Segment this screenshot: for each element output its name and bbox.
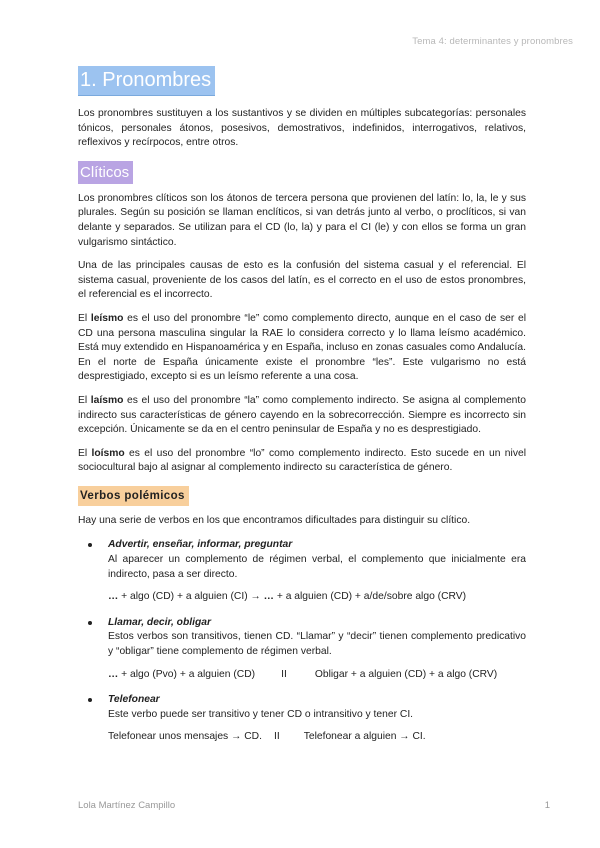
header-topic: Tema 4: determinantes y pronombres [412, 36, 573, 47]
laismo-term: laísmo [90, 394, 124, 406]
intro-paragraph: Los pronombres sustituyen a los sustantivos y se dividen en múltiples subcategorías: personales tónicos, personales átonos, posesivos, demostrativos, indefinidos, interrogativos, relativos, reflexivos y recírpocos, entre otros. [78, 108, 526, 149]
verb-description: Estos verbos son transitivos, tienen CD. “Llamar” y “decir” tienen complemento predicativo y “obligar” tiene complemento de régimen verbal. [108, 631, 526, 658]
verb-formula: … + algo (CD) + a alguien (CI) → … + a alguien (CD) + a/de/sobre algo (CRV) [108, 591, 467, 603]
cliticos-paragraph-2: Una de las principales causas de esto es la confusión del sistema casual y el referencial. El sistema casual, proveniente de los casos del latín, es el correcto en el uso de estos pronombres, el referencial es el incorrecto. [78, 260, 526, 301]
loismo-term: loísmo [91, 447, 125, 459]
verb-formula: … + algo (Pvo) + a alguien (CD) II Obligar + a alguien (CD) + a algo (CRV) [108, 668, 498, 680]
verb-title: Llamar, decir, obligar [108, 616, 212, 628]
subsection-title-cliticos: Clíticos [78, 161, 133, 184]
laismo-paragraph: El laísmo es el uso del pronombre “la” como complemento indirecto. Se asigna al complemento indirecto sus características de género cayendo en la sobrecorrección. Siempre es incorrecto sin excepción. Únicamente se da en el centro peninsular de España y no es desprestigiado. [78, 394, 526, 436]
bullet-icon [88, 621, 92, 625]
cliticos-paragraph-1: Los pronombres clíticos son los átonos de tercera persona que provienen del latín: lo, la, le y sus plurales. Según su posición se llaman enclíticos, si van detrás junto al verbo, o proclíticos, si van delante y separados. Se utilizan para el CD (lo, la) y para el CI (le) y con ellos se forma un gran vulgarismo sintáctico. [78, 192, 526, 248]
document-body [78, 66, 526, 745]
subsection-title-verbos: Verbos polémicos [78, 486, 189, 506]
section-title: 1. Pronombres [78, 66, 215, 96]
verb-description: Al aparecer un complemento de régimen verbal, el complemento que inicialmente era indirecto, pasa a ser directo. [108, 554, 526, 580]
verb-description: Este verbo puede ser transitivo y tener CD o intransitivo y tener CI. [108, 708, 414, 720]
verbos-intro: Hay una serie de verbos en los que encontramos dificultades para distinguir su clítico. [78, 514, 471, 526]
list-item [108, 693, 526, 745]
verb-title: Telefonear [108, 694, 160, 706]
leismo-term: leísmo [90, 312, 124, 324]
bullet-icon [88, 543, 92, 547]
loismo-paragraph: El loísmo es el uso del pronombre “lo” como complemento indirecto. Esto sucede en un nivel sociocultural bajo al asignar al complemento indirecto su característica de género. [78, 447, 526, 474]
leismo-paragraph: El leísmo es el uso del pronombre “le” como complemento directo, aunque en el caso de ser el CD una persona masculina singular la RAE lo considera correcto y lo llama leísmo académico. Está muy extendido en Hispanoamérica y en España, incluso en zonas casuales como Andalucía. En el norte de España únicamente existe el pronombre “les”. Este vulgarismo no está desprestigiado, excepto si es un leísmo referente a una cosa. [78, 312, 526, 383]
verb-title: Advertir, enseñar, informar, preguntar [108, 539, 293, 551]
verb-formula: Telefonear unos mensajes → CD. II Telefonear a alguien → CI. [108, 731, 426, 743]
footer-author: Lola Martínez Campillo [78, 800, 176, 811]
bullet-icon [88, 698, 92, 702]
list-item [108, 538, 526, 604]
page-number: 1 [544, 800, 550, 811]
list-item [108, 616, 526, 682]
